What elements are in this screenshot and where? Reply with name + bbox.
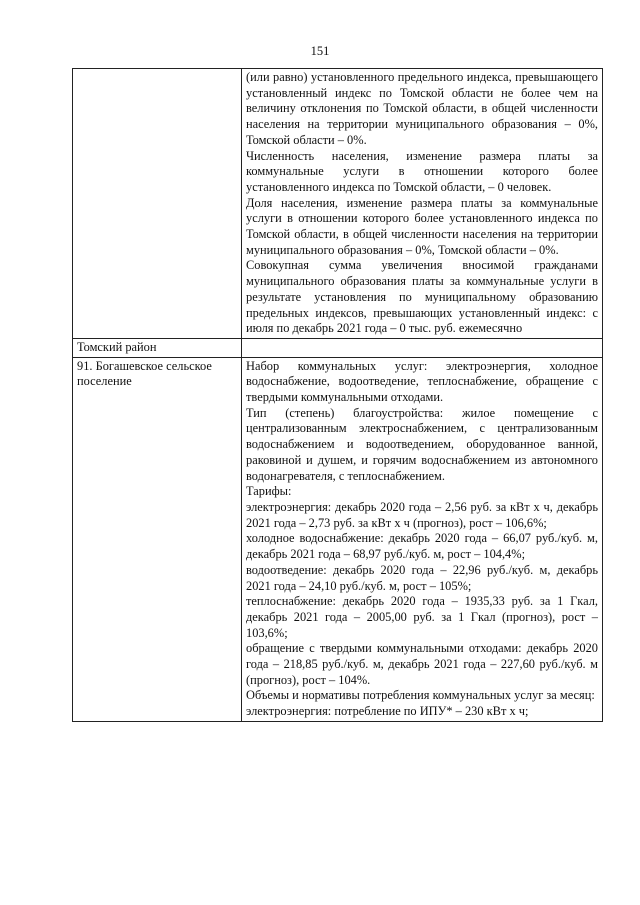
paragraph-volume-electricity: электроэнергия: потребление по ИПУ* – 230 кВт х ч; — [246, 704, 529, 719]
paragraph-volumes-heading: Объемы и нормативы потребления коммунальных услуг за месяц: — [246, 688, 595, 703]
table-row-region — [73, 338, 603, 357]
paragraph-total-sum: Совокупная сумма увеличения вносимой гражданами муниципального образования платы за коммунальные услуги в результате установления по муниципальному образованию предельных индексов, превышающих установленный индекс: с июля по декабрь 2021 года – 0 тыс. руб. ежемесячно — [246, 258, 598, 336]
paragraph-tariff-waste: обращение с твердыми коммунальными отходами: декабрь 2020 года – 218,85 руб./куб. м, декабрь 2021 года – 227,60 руб./куб. м (прогноз), рост – 104%. — [246, 641, 598, 687]
row-label-empty — [73, 69, 242, 339]
paragraph-tariff-heating: теплоснабжение: декабрь 2020 года – 1935,33 руб. за 1 Гкал, декабрь 2021 года – 2005,00 руб. за 1 Гкал (прогноз), рост – 103,6%; — [246, 594, 598, 640]
settlement-name: 91. Богашевское сельское поселение — [73, 357, 242, 721]
region-empty-cell — [242, 338, 603, 357]
paragraph-tariff-cold-water: холодное водоснабжение: декабрь 2020 года – 66,07 руб./куб. м, декабрь 2021 года – 68,97 руб./куб. м, рост – 104,4%; — [246, 531, 598, 562]
table-row-continuation — [73, 69, 603, 339]
paragraph-population-share: Доля населения, изменение размера платы за коммунальные услуги в отношении которого более установленного индекса по Томской области, в общей численности населения на территории муниципального образования – 0%, Томской области – 0%. — [246, 195, 598, 257]
paragraph-services-set: Набор коммунальных услуг: электроэнергия, холодное водоснабжение, водоотведение, теплоснабжение, обращение с твердыми коммунальными отходами. — [246, 358, 598, 405]
paragraph-index-share: (или равно) установленного предельного индекса, превышающего установленный индекс по Томской области не более чем на величину отклонения по Томской области, в общей численности населения на территории муниципального образования – 0%, Томской области – 0%. — [246, 70, 598, 147]
paragraph-tariff-sewerage: водоотведение: декабрь 2020 года – 22,96 руб./куб. м, декабрь 2021 года – 24,10 руб./куб. м, рост – 105%; — [246, 562, 598, 593]
table-row-settlement — [73, 357, 603, 721]
row-content-settlement — [242, 357, 603, 721]
row-content-continuation — [242, 69, 603, 339]
paragraph-population-count: Численность населения, изменение размера платы за коммунальные услуги в отношении которого более установленного индекса по Томской области, – 0 человек. — [246, 148, 598, 194]
document-table — [72, 68, 603, 722]
paragraph-tariff-electricity: электроэнергия: декабрь 2020 года – 2,56 руб. за кВт х ч, декабрь 2021 года – 2,73 руб. за кВт х ч (прогноз), рост – 106,6%; — [246, 499, 598, 530]
paragraph-improvement-type: Тип (степень) благоустройства: жилое помещение с централизованным электроснабжением, с централизованным водоснабжением и водоотведением, оборудованное ванной, раковиной и душем, и горячим водоснабжением из автономного водонагревателя, с теплоснабжением. — [246, 405, 598, 483]
page-number: 151 — [310, 44, 330, 58]
region-name: Томский район — [73, 338, 242, 357]
paragraph-tariffs-heading: Тарифы: — [246, 484, 292, 499]
